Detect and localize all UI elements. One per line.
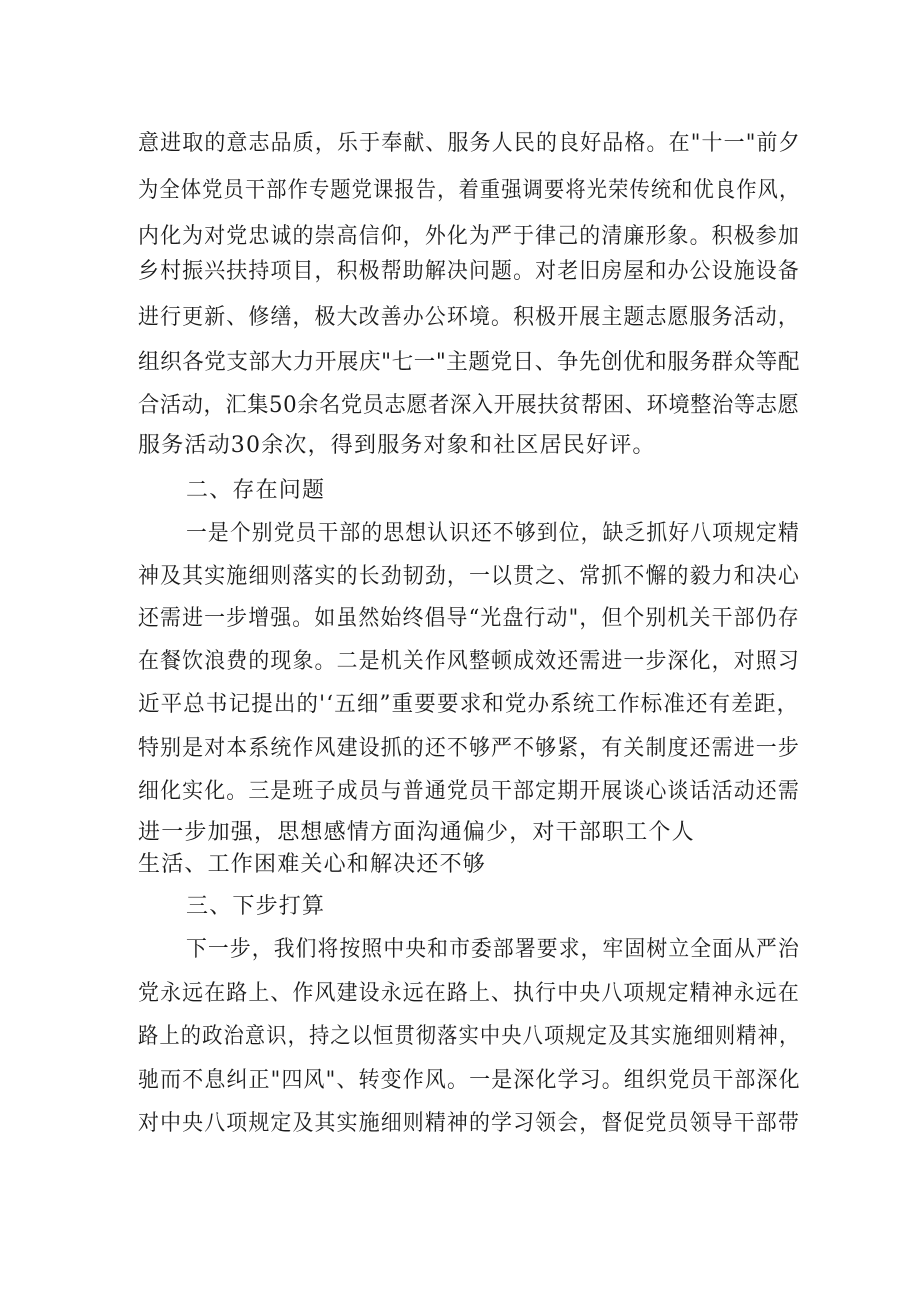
text-line: 路上的政治意识，持之以恒贯彻落实中央八项规定及其实施细则精神， (138, 1024, 801, 1049)
text-line: 党永远在路上、作风建设永远在路上、执行中央八项规定精神永远在 (138, 981, 800, 1006)
text-line: 还需进一步增强。如虽然始终倡导“光盘行动"，但个别机关干部仍存 (138, 606, 800, 631)
text-line: 一是个别党员干部的思想认识还不够到位，缺乏抓好八项规定精 (186, 521, 800, 546)
text-line: 意进取的意志品质，乐于奉献、服务人民的良好品格。在"十一"前夕 (138, 131, 801, 156)
text-line: 乡村振兴扶持项目，积极帮助解决问题。对老旧房屋和办公设施设备 (138, 259, 800, 284)
text-line: 在餐饮浪费的现象。二是机关作风整顿成效还需进一步深化，对照习 (138, 649, 800, 674)
text-line: 合活动，汇集50余名党员志愿者深入开展扶贫帮困、环境整治等志愿 (138, 393, 800, 418)
text-line: 生活、工作困难关心和解决还不够 (138, 852, 487, 877)
text-line: 细化实化。三是班子成员与普通党员干部定期开展谈心谈话活动还需 (138, 779, 800, 804)
text-line: 驰而不息纠正"四风"、转变作风。一是深化学习。组织党员干部深化 (138, 1068, 801, 1093)
text-line: 对中央八项规定及其实施细则精神的学习领会，督促党员领导干部带 (138, 1111, 800, 1136)
text-line: 下一步，我们将按照中央和市委部署要求，牢固树立全面从严治 (186, 937, 800, 962)
text-line: 为全体党员干部作专题党课报告，着重强调要将光荣传统和优良作风， (138, 178, 801, 203)
text-line: 内化为对党忠诚的崇高信仰，外化为严于律己的清廉形象。积极参加 (138, 224, 800, 249)
text-line: 进行更新、修缮，极大改善办公环境。积极开展主题志愿服务活动， (138, 305, 800, 330)
text-line: 特别是对本系统作风建设抓的还不够严不够紧，有关制度还需进一步 (138, 736, 800, 761)
text-line: 进一步加强，思想感情方面沟通偏少，对干部职工个人 (138, 820, 695, 845)
section-heading-problems: 二、存在问题 (186, 478, 326, 503)
text-line: 近平总书记提出的'‘五细”重要要求和党办系统工作标准还有差距， (138, 692, 800, 717)
text-line: 组织各党支部大力开展庆"七一"主题党日、争先创优和服务群众等配 (138, 350, 800, 375)
text-line: 服务活动30余次，得到服务对象和社区居民好评。 (138, 433, 656, 458)
text-line: 神及其实施细则落实的长劲韧劲，一以贯之、常抓不懈的毅力和决心 (138, 564, 800, 589)
section-heading-next-steps: 三、下步打算 (186, 894, 326, 919)
